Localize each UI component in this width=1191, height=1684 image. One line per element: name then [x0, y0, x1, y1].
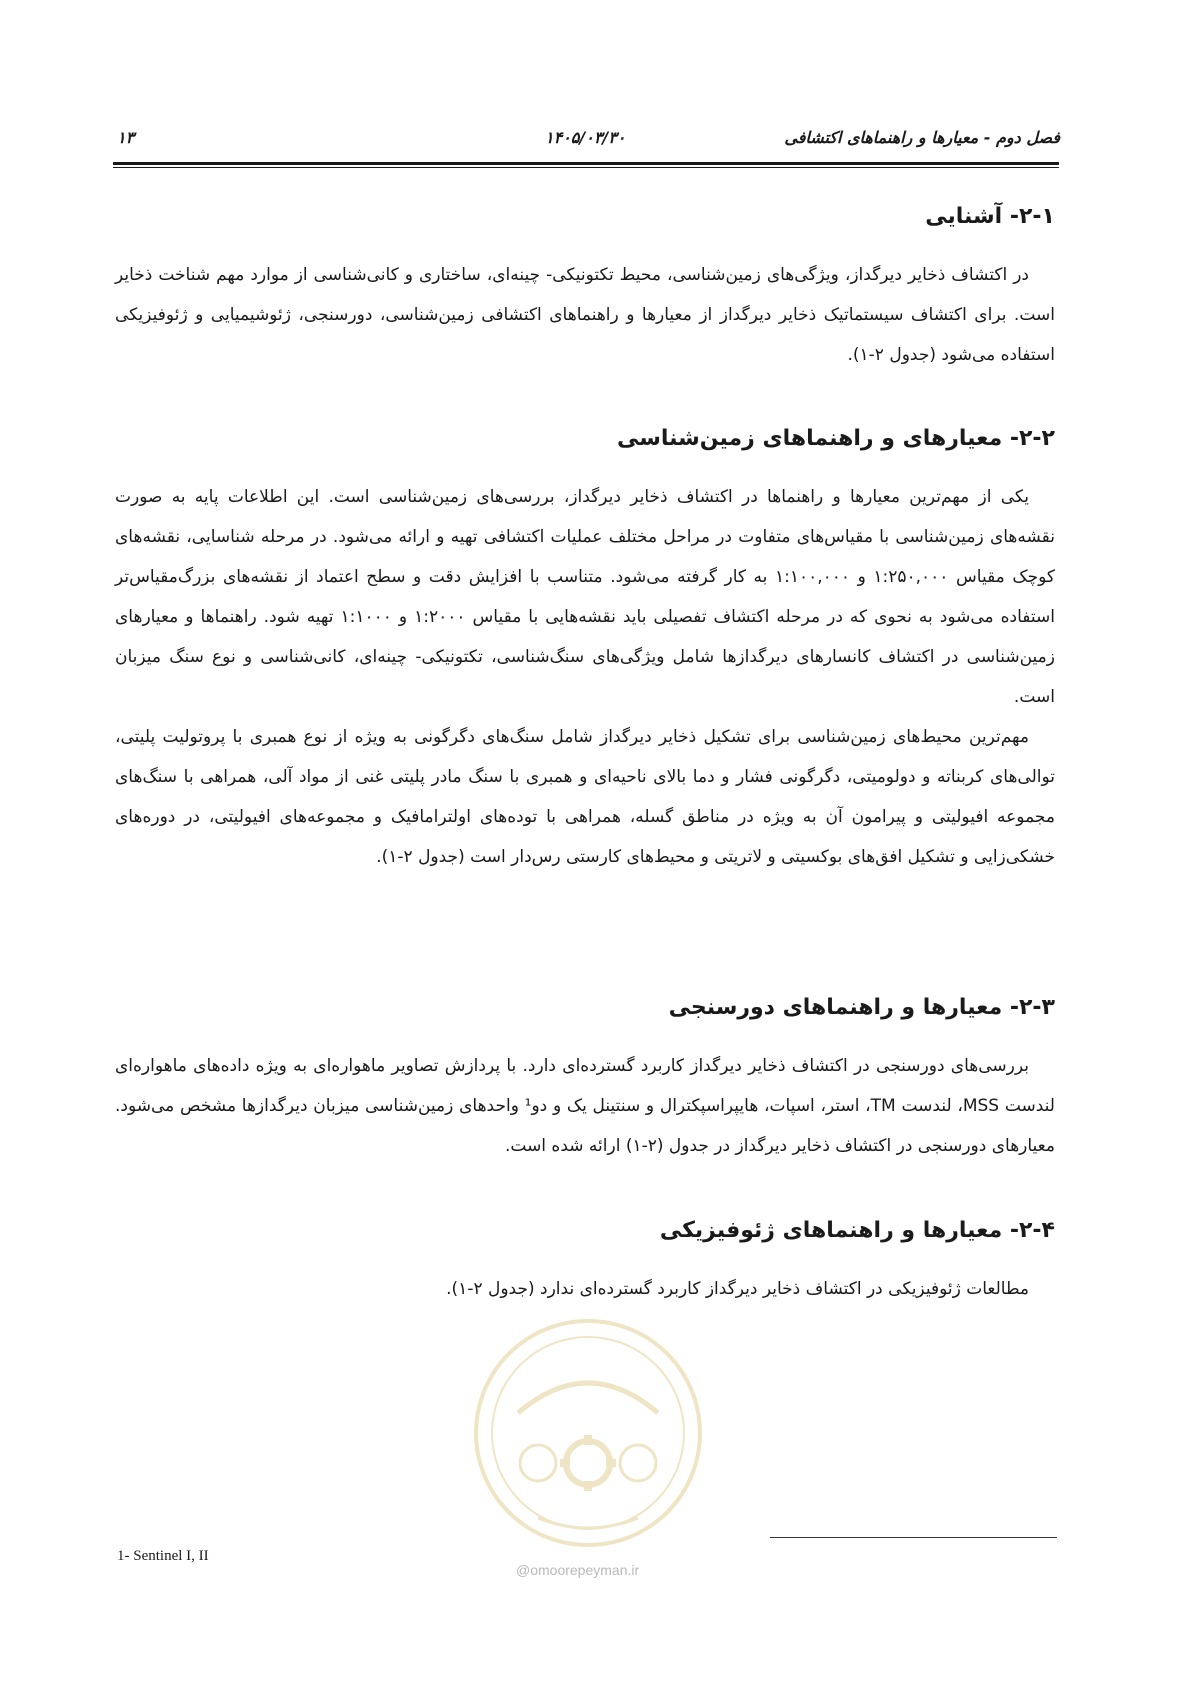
section-2-2-paragraph-2 — [115, 717, 1055, 877]
chapter-title: فصل دوم - معیارها و راهنماهای اکتشافی — [784, 128, 1060, 147]
paragraph-text: بررسی‌های دورسنجی در اکتشاف ذخایر دیرگداز کاربرد گسترده‌ای دارد. با پردازش تصاویر ماهواره‌ای به ویژه داده‌های ماهواره‌ای لندست MSS، لندست TM، استر، اسپات، هایپراسپکترال و سنتینل یک و دو¹ واحدهای زمین‌شناسی میزبان دیرگدازها مشخص می‌شود. معیارهای دورسنجی در اکتشاف ذخایر دیرگداز در جدول (۲-۱) ارائه شده است. — [115, 1056, 1055, 1156]
section-heading-2-3: ۲-۳- معیارها و راهنماهای دورسنجی — [668, 995, 1055, 1020]
paragraph-text: مهم‌ترین محیط‌های زمین‌شناسی برای تشکیل ذخایر دیرگداز شامل سنگ‌های دگرگونی به ویژه از نوع همبری با پروتولیت پلیتی، توالی‌های کربناته و دولومیتی، دگرگونی فشار و دما بالای ناحیه‌ای و همبری با سنگ مادر پلیتی غنی از مواد آلی، همراهی با سنگ‌های مجموعه افیولیتی و پیرامون آن به ویژه در مناطق گسله، همراهی با توده‌های اولترامافیک و مجموعه‌های افیولیتی، در دوره‌های خشکی‌زایی و تشکیل افق‌های بوکسیتی و لاتریتی و محیط‌های کارستی رس‌دار است (جدول ۲-۱). — [115, 727, 1055, 867]
header-rule-thick — [113, 162, 1059, 165]
paragraph-text: مطالعات ژئوفیزیکی در اکتشاف ذخایر دیرگداز کاربرد گسترده‌ای ندارد (جدول ۲-۱). — [446, 1279, 1029, 1299]
section-2-1-paragraph — [115, 255, 1055, 375]
section-heading-2-4: ۲-۴- معیارها و راهنماهای ژئوفیزیکی — [659, 1218, 1055, 1243]
header-rule-thin — [113, 167, 1059, 168]
section-2-3-paragraph — [115, 1046, 1055, 1166]
footnote: 1- Sentinel I, II — [117, 1548, 209, 1564]
paragraph-text: در اکتشاف ذخایر دیرگداز، ویژگی‌های زمین‌شناسی، محیط تکتونیکی- چینه‌ای، ساختاری و کانی‌شناسی از موارد مهم شناخت ذخایر است. برای اکتشاف سیستماتیک ذخایر دیرگداز از معیارها و راهنماهای اکتشافی زمین‌شناسی، دورسنجی، ژئوشیمیایی و ژئوفیزیکی استفاده می‌شود (جدول ۲-۱). — [115, 265, 1055, 365]
section-heading-2-1: ۲-۱- آشنایی — [925, 204, 1055, 229]
page-number: ۱۳ — [117, 128, 135, 147]
footnote-separator — [770, 1537, 1057, 1538]
watermark-seal-logo — [468, 1313, 708, 1553]
watermark-url: @omoorepeyman.ir — [516, 1562, 640, 1578]
paragraph-text: یکی از مهم‌ترین معیارها و راهنماها در اکتشاف ذخایر دیرگداز، بررسی‌های زمین‌شناسی است. این اطلاعات پایه به صورت نقشه‌های زمین‌شناسی با مقیاس‌های متفاوت در مراحل مختلف عملیات اکتشافی تهیه و ارائه می‌شود. در مرحله شناسایی، نقشه‌های کوچک مقیاس ۱:۲۵۰,۰۰۰ و ۱:۱۰۰,۰۰۰ به کار گرفته می‌شود. متناسب با افزایش دقت و سطح اعتماد از نقشه‌های بزرگ‌مقیاس‌تر استفاده می‌شود به نحوی که در مرحله اکتشاف تفصیلی باید نقشه‌هایی با مقیاس ۱:۲۰۰۰ و ۱:۱۰۰۰ تهیه شود. راهنماها و معیارهای زمین‌شناسی در اکتشاف کانسارهای دیرگدازها شامل ویژگی‌های سنگ‌شناسی، تکتونیکی- چینه‌ای، کانی‌شناسی و نوع سنگ میزبان است. — [115, 487, 1056, 707]
header-date: ۱۴۰۵/۰۳/۳۰ — [545, 128, 626, 147]
section-2-4-paragraph — [115, 1269, 1055, 1309]
section-2-2-paragraph-1 — [115, 477, 1055, 717]
section-heading-2-2: ۲-۲- معیارهای و راهنماهای زمین‌شناسی — [616, 426, 1055, 451]
